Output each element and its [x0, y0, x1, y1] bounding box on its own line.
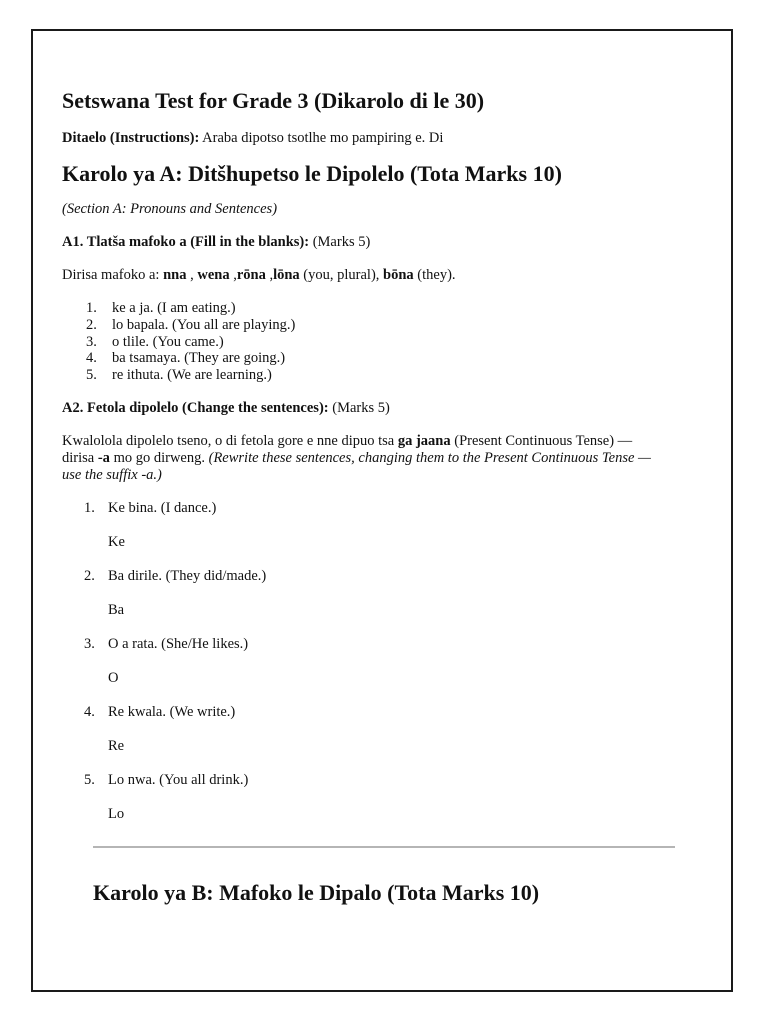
- item-text: re ithuta. (We are learning.): [112, 367, 272, 384]
- instructions-text: Araba dipotso tsotlhe mo pampiring e. Di: [199, 130, 444, 146]
- word-gloss: (you, plural),: [299, 267, 384, 283]
- word-bank-prefix: Dirisa mafoko a:: [62, 267, 164, 283]
- answer-line: Re: [108, 737, 125, 754]
- word-bona: bōna: [383, 267, 414, 283]
- item-number: 2.: [84, 567, 95, 584]
- item-text: Ke bina. (I dance.): [108, 499, 217, 516]
- list-item: [62, 300, 652, 317]
- item-number: 4.: [86, 350, 97, 367]
- word-sep: ,: [186, 267, 198, 283]
- a1-word-bank: [62, 267, 652, 284]
- item-text: lo bapala. (You all are playing.): [112, 316, 296, 333]
- item-number: 5.: [84, 771, 95, 788]
- section-a-subtitle: (Section A: Pronouns and Sentences): [62, 201, 278, 217]
- document-content: [62, 56, 652, 840]
- a2-list: [62, 500, 652, 823]
- list-item: [62, 367, 652, 384]
- item-number: 1.: [84, 499, 95, 516]
- a2-desc-part: mo go dirweng.: [109, 449, 209, 466]
- a2-desc-part: Kwalololа dipolelo tseno, o di fetola gore e nne dipuo tsa: [62, 432, 398, 449]
- a2-heading: [62, 400, 652, 417]
- item-number: 3.: [86, 333, 97, 350]
- list-item: [62, 334, 652, 351]
- word-wena: wena: [197, 267, 230, 283]
- list-item: [62, 772, 652, 823]
- item-text: ke a ja. (I am eating.): [112, 300, 236, 316]
- a2-desc-translation: (Rewrite these sentences, changing them to the Present Continuous Tense — use the suffix -a.): [62, 449, 651, 483]
- a2-desc-bold: ga jaana: [397, 432, 451, 449]
- a1-heading: [62, 234, 652, 251]
- a2-desc-bold: -a: [97, 449, 110, 466]
- item-text: Re kwala. (We write.): [108, 703, 236, 720]
- word-rona: rōna: [236, 267, 266, 283]
- a1-heading-text: A1. Tlatša mafoko a (Fill in the blanks):: [62, 234, 310, 250]
- list-item: [62, 350, 652, 367]
- item-text: Lo nwa. (You all drink.): [108, 771, 249, 788]
- item-text: O a rata. (She/He likes.): [108, 635, 249, 652]
- item-number: 4.: [84, 703, 95, 720]
- list-item: [62, 636, 652, 687]
- list-item: [62, 500, 652, 551]
- word-gloss-end: (they).: [413, 267, 456, 283]
- item-text: ba tsamaya. (They are going.): [112, 350, 286, 367]
- word-sep: ,: [229, 267, 237, 283]
- a2-marks: (Marks 5): [328, 399, 390, 416]
- horizontal-divider: [93, 846, 675, 848]
- word-lona: lōna: [273, 267, 300, 283]
- answer-line: Ke: [108, 533, 125, 550]
- item-text: o tlile. (You came.): [112, 333, 224, 350]
- a2-heading-text: A2. Fetola dipolelo (Change the sentences):: [62, 399, 329, 416]
- a2-description: [62, 433, 652, 484]
- section-a-heading: Karolo ya A: Ditšhupetso le Dipolelo (Tota Marks 10): [62, 161, 562, 186]
- list-item: [62, 704, 652, 755]
- item-number: 1.: [86, 300, 97, 316]
- list-item: [62, 568, 652, 619]
- item-number: 3.: [84, 635, 95, 652]
- a2-desc-part: (Present Continuous Tense) — dirisa: [62, 432, 633, 466]
- instructions-label: Ditaelo (Instructions):: [62, 130, 200, 146]
- item-number: 5.: [86, 367, 97, 384]
- answer-line: Lo: [108, 805, 125, 822]
- item-text: Ba dirile. (They did/made.): [108, 567, 267, 584]
- word-nna: nna: [163, 267, 187, 283]
- a1-list: [62, 300, 652, 384]
- answer-line: O: [108, 669, 119, 686]
- page-title: Setswana Test for Grade 3 (Dikarolo di le 30): [62, 88, 485, 113]
- word-sep: ,: [265, 267, 274, 283]
- answer-line: Ba: [108, 601, 125, 618]
- item-number: 2.: [86, 316, 97, 333]
- section-b-heading: Karolo ya B: Mafoko le Dipalo (Tota Marks 10): [93, 880, 540, 905]
- a1-marks: (Marks 5): [309, 234, 371, 250]
- list-item: [62, 317, 652, 334]
- instructions: [62, 130, 652, 147]
